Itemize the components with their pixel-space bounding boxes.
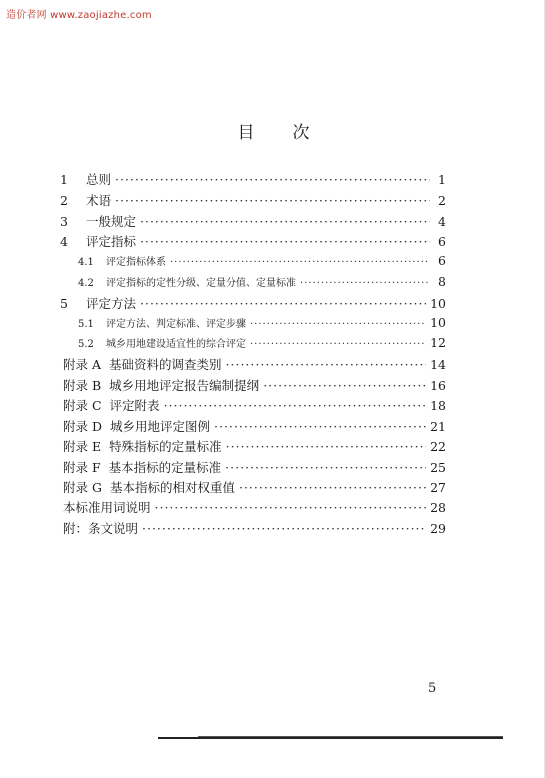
toc-entry-label: 本标准用词说明 bbox=[63, 500, 151, 515]
toc-leader-dots bbox=[250, 319, 426, 330]
toc-entry-label: 评定附表 bbox=[109, 398, 160, 413]
toc-entry-label: 评定方法、判定标准、评定步骤 bbox=[106, 319, 246, 330]
toc-entry-page: 22 bbox=[430, 439, 446, 454]
toc-leader-dots bbox=[226, 439, 426, 454]
toc-entry-number: 5.1 bbox=[78, 319, 94, 330]
toc-entry-page: 25 bbox=[430, 460, 446, 475]
toc-entry[interactable] bbox=[60, 232, 446, 250]
toc-leader-dots bbox=[250, 339, 426, 350]
toc-entry-label: 城乡用地建设适宜性的综合评定 bbox=[106, 339, 246, 350]
toc-entry-number: 5.2 bbox=[78, 339, 94, 350]
toc-leader-dots bbox=[300, 278, 430, 289]
toc-entry-page: 10 bbox=[430, 296, 446, 311]
toc-leader-dots bbox=[226, 357, 427, 372]
toc-leader-dots bbox=[142, 521, 426, 536]
toc-entry-label: 基础资料的调查类别 bbox=[109, 357, 222, 372]
toc-subentry[interactable] bbox=[78, 253, 446, 268]
toc-entry-number: 3 bbox=[60, 214, 68, 229]
toc-entry-number: 4.1 bbox=[78, 257, 94, 268]
toc-entry-label: 评定指标的定性分级、定量分值、定量标准 bbox=[106, 278, 296, 289]
toc-subentry[interactable] bbox=[78, 274, 446, 289]
toc-leader-dots bbox=[140, 296, 426, 311]
toc-entry-page: 8 bbox=[438, 274, 446, 289]
toc-leader-dots bbox=[164, 398, 427, 413]
toc-entry-page: 2 bbox=[438, 193, 446, 208]
toc-entry[interactable] bbox=[63, 498, 446, 516]
toc-entry-number: 4.2 bbox=[78, 278, 94, 289]
toc-entry-page: 6 bbox=[438, 234, 446, 249]
toc-entry[interactable] bbox=[63, 519, 446, 537]
toc-subentry[interactable] bbox=[78, 335, 446, 350]
toc-appendix-entry[interactable] bbox=[63, 376, 446, 394]
toc-leader-dots bbox=[115, 172, 430, 187]
toc-entry-page: 27 bbox=[430, 480, 446, 495]
toc-entry-page: 29 bbox=[430, 521, 446, 536]
toc-leader-dots bbox=[115, 193, 430, 208]
toc-entry-page: 28 bbox=[430, 500, 446, 515]
toc-entry-number: 附录 C bbox=[63, 398, 102, 413]
toc-leader-dots bbox=[140, 234, 430, 249]
toc-entry-label: 城乡用地评定报告编制提纲 bbox=[109, 378, 260, 393]
toc-entry-label: 总则 bbox=[86, 172, 112, 187]
page-title: 目次 bbox=[237, 123, 348, 143]
toc-entry-page: 6 bbox=[438, 253, 446, 268]
toc-appendix-entry[interactable] bbox=[63, 437, 446, 455]
toc-entry-label: 评定指标 bbox=[86, 234, 137, 249]
toc-entry-number: 5 bbox=[60, 296, 68, 311]
toc-entry-number: 附录 F bbox=[63, 460, 101, 475]
toc-entry-number: 2 bbox=[60, 193, 68, 208]
toc-leader-dots bbox=[239, 480, 426, 495]
toc-leader-dots bbox=[214, 419, 426, 434]
toc-entry-page: 16 bbox=[430, 378, 446, 393]
toc-entry-page: 1 bbox=[438, 172, 446, 187]
toc-appendix-entry[interactable] bbox=[63, 458, 446, 476]
toc-entry-number: 附录 B bbox=[63, 378, 102, 393]
toc-leader-dots bbox=[263, 378, 426, 393]
toc-entry-number: 附录 A bbox=[63, 357, 102, 372]
toc-entry-number: 附录 E bbox=[63, 439, 102, 454]
toc-entry-label: 评定指标体系 bbox=[106, 257, 166, 268]
toc-leader-dots bbox=[225, 460, 426, 475]
watermark: 造价者网 www.zaojiazhe.com bbox=[6, 10, 152, 21]
toc-leader-dots bbox=[140, 214, 430, 229]
toc-entry[interactable] bbox=[60, 170, 446, 188]
toc-entry-label: 特殊指标的定量标准 bbox=[109, 439, 222, 454]
toc-entry-page: 21 bbox=[430, 419, 446, 434]
toc-entry-page: 10 bbox=[430, 315, 446, 330]
toc-leader-dots bbox=[155, 500, 427, 515]
toc-entry-label: 附：条文说明 bbox=[63, 521, 139, 536]
toc-entry-label: 基本指标的相对权重值 bbox=[109, 480, 235, 495]
toc-appendix-entry[interactable] bbox=[63, 417, 446, 435]
toc-entry[interactable] bbox=[60, 294, 446, 312]
toc-subentry[interactable] bbox=[78, 315, 446, 330]
toc-entry-label: 一般规定 bbox=[86, 214, 137, 229]
toc-appendix-entry[interactable] bbox=[63, 478, 446, 496]
toc-entry-label: 城乡用地评定图例 bbox=[110, 419, 211, 434]
toc-entry-page: 14 bbox=[430, 357, 446, 372]
toc-entry-page: 4 bbox=[438, 214, 446, 229]
toc-entry-number: 附录 D bbox=[63, 419, 102, 434]
toc-leader-dots bbox=[170, 257, 430, 268]
toc-appendix-entry[interactable] bbox=[63, 355, 446, 373]
toc-entry[interactable] bbox=[60, 212, 446, 230]
toc-appendix-entry[interactable] bbox=[63, 396, 446, 414]
toc-entry-page: 18 bbox=[430, 398, 446, 413]
toc-entry-label: 评定方法 bbox=[86, 296, 137, 311]
toc-entry[interactable] bbox=[60, 191, 446, 209]
footer-rule bbox=[158, 737, 503, 739]
toc-entry-label: 术语 bbox=[86, 193, 112, 208]
page-number: 5 bbox=[428, 681, 437, 696]
toc-entry-number: 附录 G bbox=[63, 480, 102, 495]
toc-entry-number: 1 bbox=[60, 172, 68, 187]
toc-entry-page: 12 bbox=[430, 335, 446, 350]
toc-entry-label: 基本指标的定量标准 bbox=[108, 460, 222, 475]
toc-entry-number: 4 bbox=[60, 234, 68, 249]
